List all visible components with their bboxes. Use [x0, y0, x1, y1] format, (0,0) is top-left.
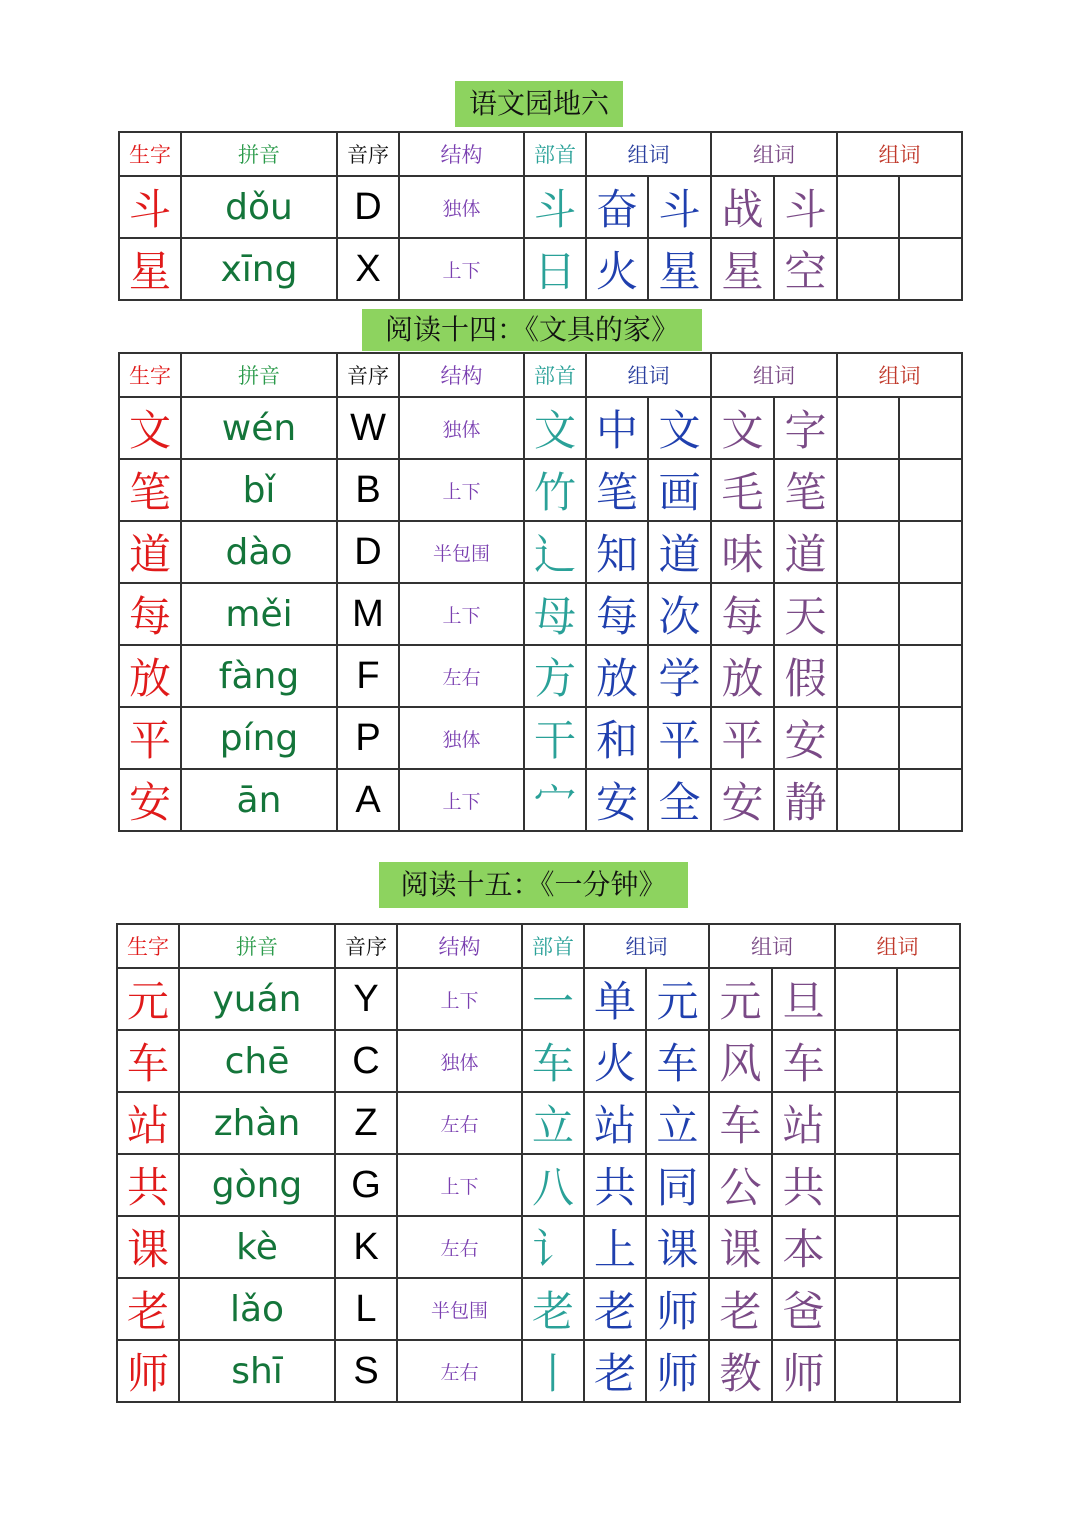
word3-blank-2 [899, 645, 962, 707]
structure-cell: 左右 [399, 645, 524, 707]
word3-blank-1 [835, 1092, 897, 1154]
pinyin-cell: bǐ [181, 459, 337, 521]
word2-char-1: 风 [709, 1030, 772, 1092]
word1-char-1: 笔 [586, 459, 648, 521]
table-row [119, 176, 962, 238]
header-words-1: 组词 [586, 353, 711, 397]
word3-blank-2 [899, 238, 962, 300]
word1-char-1: 火 [584, 1030, 646, 1092]
radical-cell: 宀 [524, 769, 586, 831]
header-radical: 部首 [522, 924, 584, 968]
header-words-1: 组词 [584, 924, 709, 968]
char-cell: 共 [117, 1154, 179, 1216]
table-row [119, 521, 962, 583]
section-title: 阅读十五：《一分钟》 [379, 862, 688, 908]
char-cell: 老 [117, 1278, 179, 1340]
header-words-1: 组词 [586, 132, 711, 176]
header-structure: 结构 [399, 132, 524, 176]
header-structure: 结构 [397, 924, 522, 968]
word2-char-1: 放 [711, 645, 774, 707]
char-cell: 师 [117, 1340, 179, 1402]
radical-cell: 车 [522, 1030, 584, 1092]
word2-char-1: 毛 [711, 459, 774, 521]
order-cell: L [335, 1278, 397, 1340]
header-words-3: 组词 [835, 924, 960, 968]
char-cell: 笔 [119, 459, 181, 521]
word1-char-2: 元 [646, 968, 709, 1030]
radical-cell: 老 [522, 1278, 584, 1340]
structure-cell: 左右 [397, 1340, 522, 1402]
order-cell: Z [335, 1092, 397, 1154]
table-row [117, 1030, 960, 1092]
char-cell: 课 [117, 1216, 179, 1278]
header-order: 音序 [337, 132, 399, 176]
word1-char-1: 放 [586, 645, 648, 707]
word2-char-1: 平 [711, 707, 774, 769]
word2-char-2: 斗 [774, 176, 837, 238]
word3-blank-2 [897, 1278, 960, 1340]
pinyin-cell: fàng [181, 645, 337, 707]
word2-char-2: 本 [772, 1216, 835, 1278]
word3-blank-1 [837, 397, 899, 459]
structure-cell: 上下 [399, 769, 524, 831]
word2-char-2: 安 [774, 707, 837, 769]
word3-blank-2 [899, 176, 962, 238]
header-words-2: 组词 [711, 132, 837, 176]
table-row [117, 1092, 960, 1154]
word2-char-2: 车 [772, 1030, 835, 1092]
char-cell: 文 [119, 397, 181, 459]
word1-char-2: 画 [648, 459, 711, 521]
word1-char-1: 和 [586, 707, 648, 769]
word3-blank-1 [837, 459, 899, 521]
word1-char-2: 文 [648, 397, 711, 459]
word1-char-2: 星 [648, 238, 711, 300]
pinyin-cell: kè [179, 1216, 335, 1278]
word1-char-2: 课 [646, 1216, 709, 1278]
word3-blank-1 [835, 1030, 897, 1092]
word3-blank-2 [897, 1092, 960, 1154]
word3-blank-1 [837, 707, 899, 769]
word2-char-1: 每 [711, 583, 774, 645]
header-pinyin: 拼音 [181, 132, 337, 176]
table-row [117, 1154, 960, 1216]
word3-blank-1 [837, 521, 899, 583]
structure-cell: 上下 [397, 968, 522, 1030]
word2-char-2: 师 [772, 1340, 835, 1402]
order-cell: D [337, 521, 399, 583]
structure-cell: 上下 [399, 583, 524, 645]
char-cell: 放 [119, 645, 181, 707]
word2-char-2: 静 [774, 769, 837, 831]
word2-char-1: 安 [711, 769, 774, 831]
pinyin-cell: dào [181, 521, 337, 583]
radical-cell: 日 [524, 238, 586, 300]
structure-cell: 半包围 [399, 521, 524, 583]
header-pinyin: 拼音 [179, 924, 335, 968]
word3-blank-2 [899, 459, 962, 521]
char-cell: 车 [117, 1030, 179, 1092]
char-cell: 道 [119, 521, 181, 583]
word1-char-1: 共 [584, 1154, 646, 1216]
word2-char-1: 课 [709, 1216, 772, 1278]
word3-blank-1 [837, 238, 899, 300]
order-cell: K [335, 1216, 397, 1278]
character-table [118, 131, 963, 301]
word1-char-1: 奋 [586, 176, 648, 238]
word1-char-2: 立 [646, 1092, 709, 1154]
pinyin-cell: wén [181, 397, 337, 459]
word2-char-2: 空 [774, 238, 837, 300]
structure-cell: 上下 [399, 459, 524, 521]
radical-cell: 一 [522, 968, 584, 1030]
word1-char-2: 同 [646, 1154, 709, 1216]
order-cell: W [337, 397, 399, 459]
word2-char-1: 星 [711, 238, 774, 300]
word3-blank-1 [835, 1340, 897, 1402]
word2-char-2: 旦 [772, 968, 835, 1030]
character-table [116, 923, 961, 1403]
radical-cell: 文 [524, 397, 586, 459]
header-words-3: 组词 [837, 353, 962, 397]
table-row [117, 968, 960, 1030]
pinyin-cell: píng [181, 707, 337, 769]
table-row [117, 1278, 960, 1340]
character-table [118, 352, 963, 832]
word3-blank-2 [897, 968, 960, 1030]
radical-cell: 竹 [524, 459, 586, 521]
pinyin-cell: ān [181, 769, 337, 831]
order-cell: A [337, 769, 399, 831]
radical-cell: 母 [524, 583, 586, 645]
char-cell: 斗 [119, 176, 181, 238]
char-cell: 元 [117, 968, 179, 1030]
word3-blank-2 [897, 1030, 960, 1092]
word3-blank-1 [835, 1278, 897, 1340]
header-char: 生字 [119, 132, 181, 176]
word1-char-1: 单 [584, 968, 646, 1030]
radical-cell: 辶 [524, 521, 586, 583]
table-row [119, 707, 962, 769]
word1-char-2: 学 [648, 645, 711, 707]
word3-blank-2 [897, 1216, 960, 1278]
word1-char-2: 斗 [648, 176, 711, 238]
word1-char-1: 站 [584, 1092, 646, 1154]
word3-blank-1 [837, 645, 899, 707]
header-row [119, 132, 962, 176]
order-cell: X [337, 238, 399, 300]
word2-char-2: 爸 [772, 1278, 835, 1340]
section-title: 语文园地六 [455, 81, 623, 127]
word2-char-2: 站 [772, 1092, 835, 1154]
word3-blank-1 [835, 1216, 897, 1278]
section-title: 阅读十四：《文具的家》 [362, 309, 702, 351]
word1-char-2: 车 [646, 1030, 709, 1092]
word2-char-1: 教 [709, 1340, 772, 1402]
pinyin-cell: gòng [179, 1154, 335, 1216]
radical-cell: 干 [524, 707, 586, 769]
word3-blank-1 [837, 176, 899, 238]
word2-char-1: 元 [709, 968, 772, 1030]
word3-blank-2 [899, 583, 962, 645]
pinyin-cell: měi [181, 583, 337, 645]
char-cell: 星 [119, 238, 181, 300]
order-cell: C [335, 1030, 397, 1092]
pinyin-cell: zhàn [179, 1092, 335, 1154]
word2-char-1: 老 [709, 1278, 772, 1340]
char-cell: 站 [117, 1092, 179, 1154]
word1-char-1: 上 [584, 1216, 646, 1278]
table-row [119, 238, 962, 300]
header-pinyin: 拼音 [181, 353, 337, 397]
radical-cell: 立 [522, 1092, 584, 1154]
word3-blank-1 [837, 769, 899, 831]
header-char: 生字 [119, 353, 181, 397]
word1-char-1: 知 [586, 521, 648, 583]
word3-blank-2 [897, 1340, 960, 1402]
order-cell: F [337, 645, 399, 707]
structure-cell: 独体 [399, 397, 524, 459]
header-words-2: 组词 [711, 353, 837, 397]
word3-blank-1 [835, 1154, 897, 1216]
word2-char-2: 假 [774, 645, 837, 707]
word1-char-1: 老 [584, 1278, 646, 1340]
header-char: 生字 [117, 924, 179, 968]
order-cell: S [335, 1340, 397, 1402]
pinyin-cell: dǒu [181, 176, 337, 238]
word1-char-1: 老 [584, 1340, 646, 1402]
word2-char-2: 笔 [774, 459, 837, 521]
table-row [119, 645, 962, 707]
word1-char-2: 道 [648, 521, 711, 583]
word2-char-1: 味 [711, 521, 774, 583]
word2-char-2: 天 [774, 583, 837, 645]
pinyin-cell: yuán [179, 968, 335, 1030]
word3-blank-1 [837, 583, 899, 645]
order-cell: M [337, 583, 399, 645]
structure-cell: 左右 [397, 1092, 522, 1154]
radical-cell: 八 [522, 1154, 584, 1216]
table-row [119, 583, 962, 645]
header-row [119, 353, 962, 397]
structure-cell: 上下 [399, 238, 524, 300]
char-cell: 平 [119, 707, 181, 769]
word2-char-1: 文 [711, 397, 774, 459]
word3-blank-2 [899, 769, 962, 831]
word1-char-1: 每 [586, 583, 648, 645]
structure-cell: 上下 [397, 1154, 522, 1216]
order-cell: P [337, 707, 399, 769]
structure-cell: 独体 [399, 176, 524, 238]
pinyin-cell: xīng [181, 238, 337, 300]
header-words-2: 组词 [709, 924, 835, 968]
word2-char-2: 道 [774, 521, 837, 583]
word1-char-2: 师 [646, 1340, 709, 1402]
header-order: 音序 [335, 924, 397, 968]
structure-cell: 半包围 [397, 1278, 522, 1340]
radical-cell: 讠 [522, 1216, 584, 1278]
structure-cell: 独体 [397, 1030, 522, 1092]
order-cell: Y [335, 968, 397, 1030]
order-cell: D [337, 176, 399, 238]
word1-char-1: 安 [586, 769, 648, 831]
word2-char-1: 车 [709, 1092, 772, 1154]
table-row [117, 1216, 960, 1278]
table-row [119, 769, 962, 831]
table-row [119, 459, 962, 521]
radical-cell: 丨 [522, 1340, 584, 1402]
header-radical: 部首 [524, 353, 586, 397]
pinyin-cell: chē [179, 1030, 335, 1092]
word1-char-2: 次 [648, 583, 711, 645]
header-order: 音序 [337, 353, 399, 397]
word3-blank-2 [897, 1154, 960, 1216]
header-row [117, 924, 960, 968]
word1-char-2: 平 [648, 707, 711, 769]
header-radical: 部首 [524, 132, 586, 176]
structure-cell: 左右 [397, 1216, 522, 1278]
header-structure: 结构 [399, 353, 524, 397]
header-words-3: 组词 [837, 132, 962, 176]
word2-char-2: 字 [774, 397, 837, 459]
word2-char-2: 共 [772, 1154, 835, 1216]
word1-char-1: 火 [586, 238, 648, 300]
word1-char-1: 中 [586, 397, 648, 459]
word1-char-2: 全 [648, 769, 711, 831]
pinyin-cell: shī [179, 1340, 335, 1402]
word1-char-2: 师 [646, 1278, 709, 1340]
radical-cell: 斗 [524, 176, 586, 238]
radical-cell: 方 [524, 645, 586, 707]
word3-blank-2 [899, 521, 962, 583]
order-cell: B [337, 459, 399, 521]
table-row [117, 1340, 960, 1402]
table-row [119, 397, 962, 459]
word3-blank-1 [835, 968, 897, 1030]
char-cell: 安 [119, 769, 181, 831]
word2-char-1: 公 [709, 1154, 772, 1216]
char-cell: 每 [119, 583, 181, 645]
pinyin-cell: lǎo [179, 1278, 335, 1340]
structure-cell: 独体 [399, 707, 524, 769]
word2-char-1: 战 [711, 176, 774, 238]
word3-blank-2 [899, 707, 962, 769]
order-cell: G [335, 1154, 397, 1216]
word3-blank-2 [899, 397, 962, 459]
